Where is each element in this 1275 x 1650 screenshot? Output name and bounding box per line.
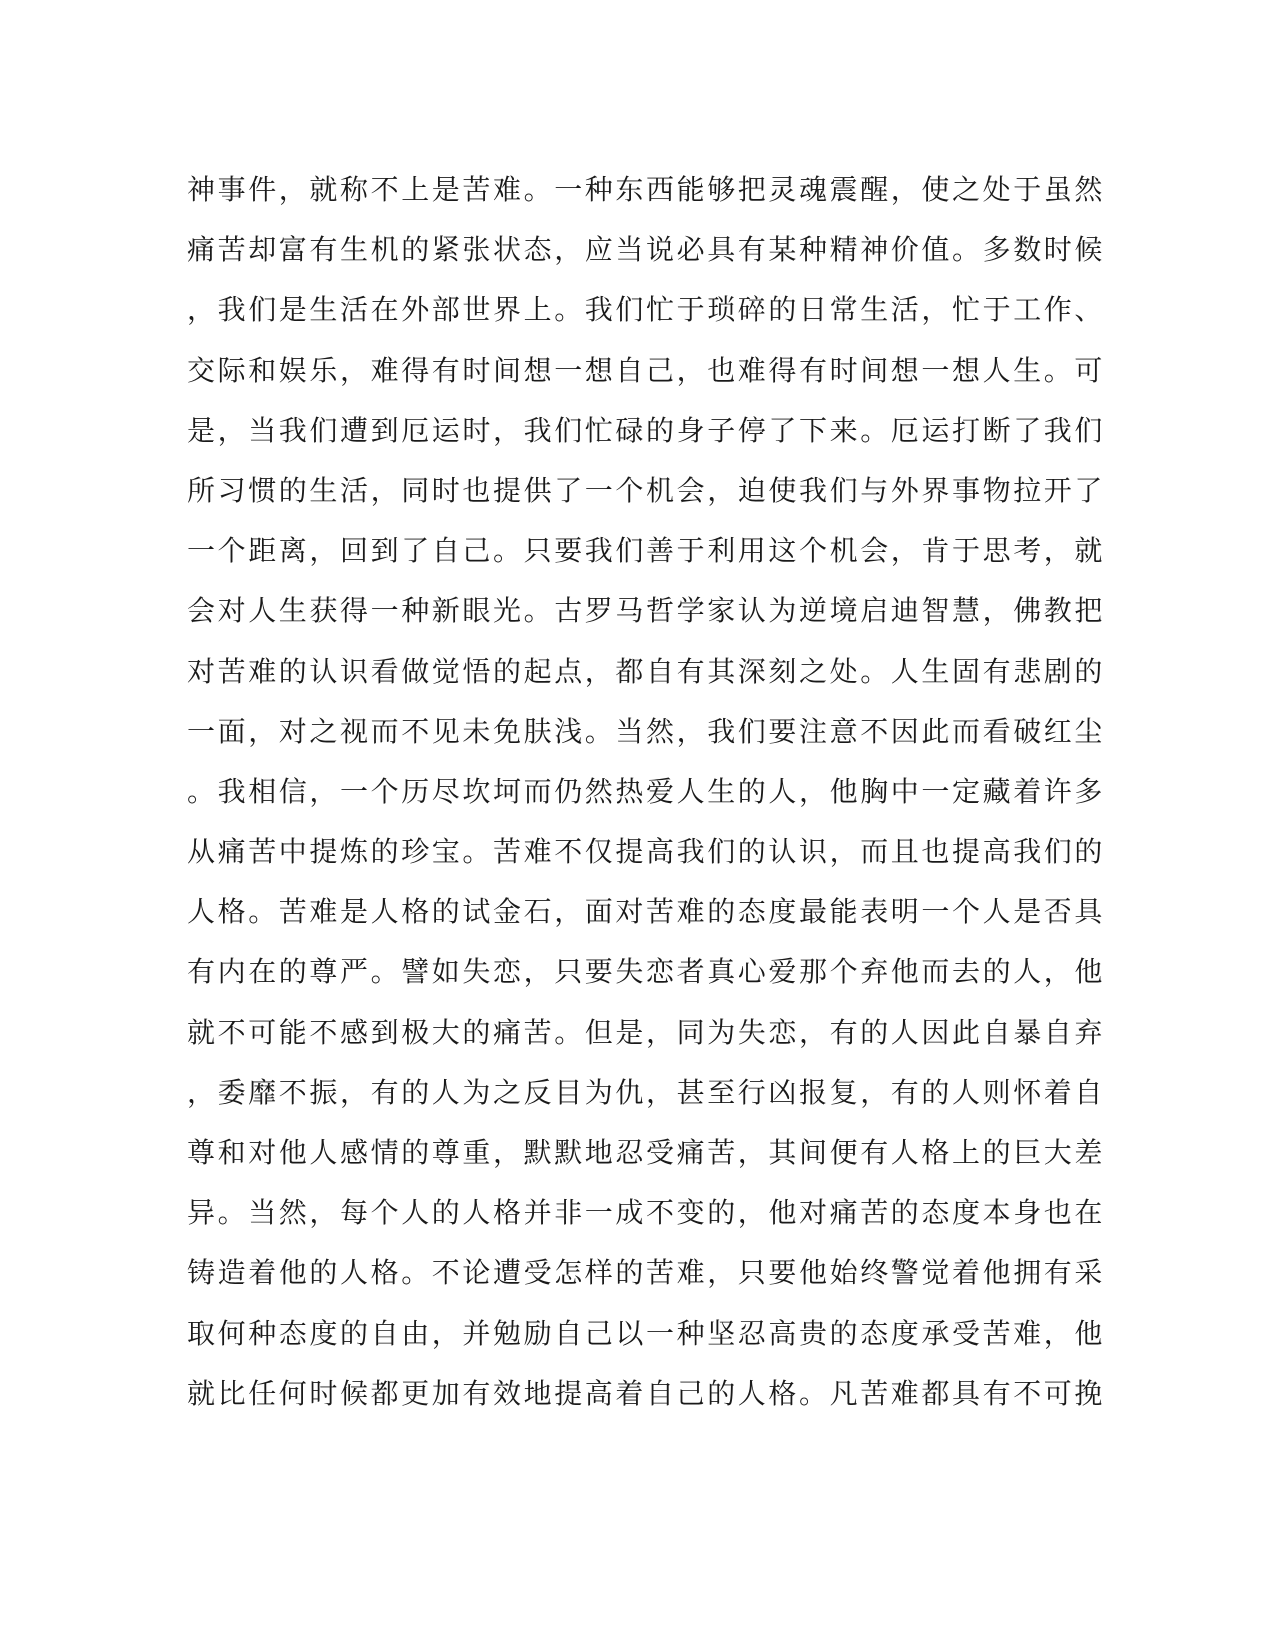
text-line: 对苦难的认识看做觉悟的起点，都自有其深刻之处。人生固有悲剧的 xyxy=(187,654,1106,688)
text-line: 一个距离，回到了自己。只要我们善于利用这个机会，肯于思考，就 xyxy=(187,534,1106,568)
text-line: 异。当然，每个人的人格并非一成不变的，他对痛苦的态度本身也在 xyxy=(187,1196,1106,1230)
text-line: ，委靡不振，有的人为之反目为仇，甚至行凶报复，有的人则怀着自 xyxy=(187,1075,1106,1109)
text-line: 所习惯的生活，同时也提供了一个机会，迫使我们与外界事物拉开了 xyxy=(187,473,1106,507)
text-line: 有内在的尊严。譬如失恋，只要失恋者真心爱那个弃他而去的人，他 xyxy=(187,955,1106,989)
body-text xyxy=(187,160,1106,1424)
text-line: 。我相信，一个历尽坎坷而仍然热爱人生的人，他胸中一定藏着许多 xyxy=(187,774,1106,808)
text-line: 一面，对之视而不见未免肤浅。当然，我们要注意不因此而看破红尘 xyxy=(187,714,1106,748)
text-line: 人格。苦难是人格的试金石，面对苦难的态度最能表明一个人是否具 xyxy=(187,895,1106,929)
text-line: 尊和对他人感情的尊重，默默地忍受痛苦，其间便有人格上的巨大差 xyxy=(187,1136,1106,1169)
text-line: 神事件，就称不上是苦难。一种东西能够把灵魂震醒，使之处于虽然 xyxy=(187,173,1106,206)
text-line: 会对人生获得一种新眼光。古罗马哲学家认为逆境启迪智慧，佛教把 xyxy=(187,594,1106,628)
text-line: 交际和娱乐，难得有时间想一想自己，也难得有时间想一想人生。可 xyxy=(187,353,1106,387)
text-line: 痛苦却富有生机的紧张状态，应当说必具有某种精神价值。多数时候 xyxy=(187,233,1106,267)
text-line: 就不可能不感到极大的痛苦。但是，同为失恋，有的人因此自暴自弃 xyxy=(187,1015,1106,1049)
text-line: ，我们是生活在外部世界上。我们忙于琐碎的日常生活，忙于工作、 xyxy=(187,293,1106,327)
text-line: 从痛苦中提炼的珍宝。苦难不仅提高我们的认识，而且也提高我们的 xyxy=(187,835,1106,869)
text-line: 就比任何时候都更加有效地提高着自己的人格。凡苦难都具有不可挽 xyxy=(187,1376,1106,1410)
text-line: 是，当我们遭到厄运时，我们忙碌的身子停了下来。厄运打断了我们 xyxy=(187,413,1106,447)
text-line: 取何种态度的自由，并勉励自己以一种坚忍高贵的态度承受苦难，他 xyxy=(187,1316,1106,1350)
text-line: 铸造着他的人格。不论遭受怎样的苦难，只要他始终警觉着他拥有采 xyxy=(187,1256,1106,1290)
